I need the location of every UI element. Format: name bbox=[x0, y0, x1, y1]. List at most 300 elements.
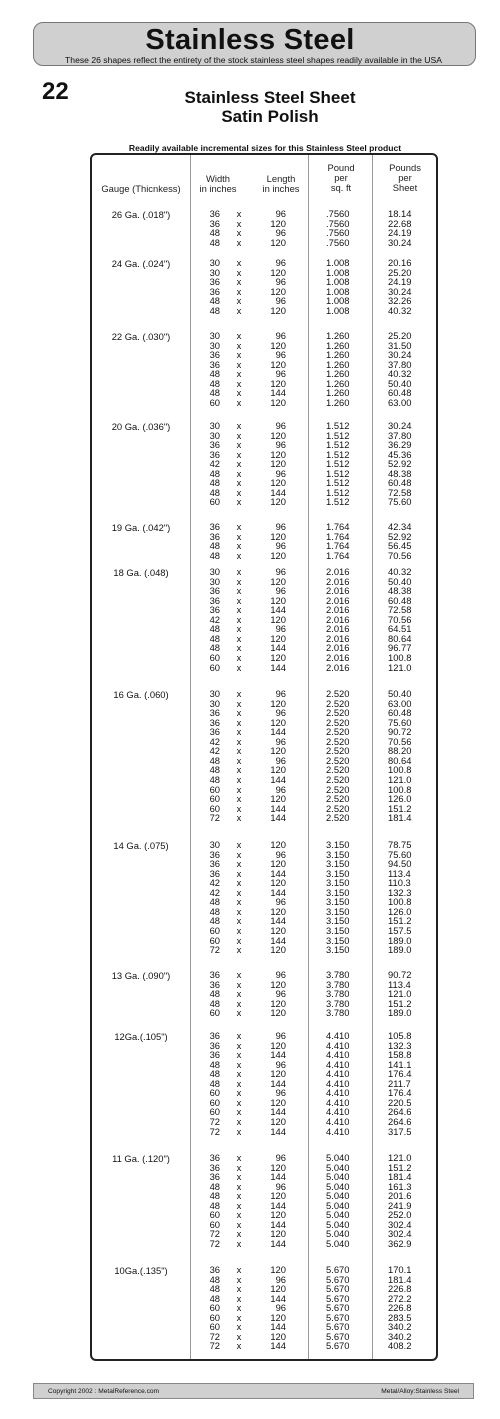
table-row bbox=[92, 643, 438, 652]
table-row bbox=[92, 238, 438, 247]
pounds-per-sheet-cell: 60.48 bbox=[388, 477, 412, 489]
pound-per-sqft-cell: 5.670 bbox=[326, 1264, 350, 1275]
pound-per-sqft-cell: 2.016 bbox=[326, 661, 350, 673]
length-cell: 144 bbox=[270, 1049, 286, 1061]
width-cell: 36 bbox=[209, 726, 220, 738]
x-cell: x bbox=[236, 1302, 242, 1314]
width-cell: 48 bbox=[209, 764, 220, 776]
pounds-per-sheet-cell: 100.8 bbox=[388, 651, 412, 663]
pound-per-sqft-cell: 2.520 bbox=[326, 793, 350, 804]
width-cell: 60 bbox=[209, 1218, 220, 1230]
x-cell: x bbox=[236, 802, 242, 814]
pounds-per-sheet-cell: 226.8 bbox=[388, 1302, 412, 1314]
table-row bbox=[92, 999, 438, 1008]
table-row bbox=[92, 980, 438, 989]
length-cell: 120 bbox=[270, 304, 286, 316]
gauge-label: 16 Ga. (.060) bbox=[113, 689, 169, 700]
x-cell: x bbox=[236, 429, 242, 441]
length-cell: 96 bbox=[275, 330, 286, 341]
table-row bbox=[92, 1041, 438, 1050]
table-row bbox=[92, 488, 438, 497]
pounds-per-sheet-cell: 161.3 bbox=[388, 1180, 412, 1192]
pounds-per-sheet-cell: 220.5 bbox=[388, 1096, 412, 1108]
x-cell: x bbox=[236, 1106, 242, 1118]
pound-per-sqft-cell: 3.150 bbox=[326, 867, 350, 879]
pounds-per-sheet-cell: 24.19 bbox=[388, 227, 412, 239]
x-cell: x bbox=[236, 217, 242, 229]
x-cell: x bbox=[236, 613, 242, 625]
length-cell: 96 bbox=[275, 1030, 286, 1041]
pound-per-sqft-cell: 5.040 bbox=[326, 1180, 350, 1192]
length-cell: 144 bbox=[270, 867, 286, 879]
width-cell: 36 bbox=[209, 1171, 220, 1183]
length-cell: 144 bbox=[270, 802, 286, 814]
length-cell: 144 bbox=[270, 1340, 286, 1352]
pounds-per-sheet-cell: 30.24 bbox=[388, 420, 412, 431]
x-cell: x bbox=[236, 604, 242, 616]
x-cell: x bbox=[236, 934, 242, 946]
length-cell: 120 bbox=[270, 1311, 286, 1323]
x-cell: x bbox=[236, 467, 242, 479]
width-cell: 36 bbox=[209, 439, 220, 451]
table-row bbox=[92, 1163, 438, 1172]
width-cell: 48 bbox=[209, 1190, 220, 1202]
table-row bbox=[92, 1098, 438, 1107]
pound-per-sqft-cell: 5.670 bbox=[326, 1292, 350, 1304]
table-row bbox=[92, 596, 438, 605]
table-row bbox=[92, 350, 438, 359]
length-cell: 120 bbox=[270, 1068, 286, 1080]
length-cell: 144 bbox=[270, 387, 286, 399]
pound-per-sqft-cell: 2.520 bbox=[326, 697, 350, 709]
table-row bbox=[92, 551, 438, 560]
table-row bbox=[92, 1088, 438, 1097]
x-cell: x bbox=[236, 304, 242, 316]
width-cell: 36 bbox=[209, 276, 220, 288]
width-cell: 42 bbox=[209, 745, 220, 757]
length-cell: 120 bbox=[270, 549, 286, 561]
width-cell: 72 bbox=[209, 812, 220, 824]
x-cell: x bbox=[236, 439, 242, 451]
pounds-per-sheet-cell: 88.20 bbox=[388, 745, 412, 757]
pounds-per-sheet-cell: 20.16 bbox=[388, 257, 412, 268]
pounds-per-sheet-cell: 241.9 bbox=[388, 1199, 412, 1211]
width-cell: 72 bbox=[209, 1116, 220, 1127]
width-cell: 60 bbox=[209, 651, 220, 663]
pound-per-sqft-cell: 2.520 bbox=[326, 802, 350, 814]
length-cell: 120 bbox=[270, 651, 286, 663]
x-cell: x bbox=[236, 1292, 242, 1304]
pounds-per-sheet-cell: 24.19 bbox=[388, 276, 412, 288]
x-cell: x bbox=[236, 1228, 242, 1240]
pound-per-sqft-cell: 3.150 bbox=[326, 886, 350, 898]
pounds-per-sheet-cell: 94.50 bbox=[388, 858, 412, 870]
pounds-per-sheet-cell: 48.38 bbox=[388, 585, 412, 597]
length-cell: 120 bbox=[270, 793, 286, 804]
length-cell: 144 bbox=[270, 1218, 286, 1230]
table-row bbox=[92, 916, 438, 925]
x-cell: x bbox=[236, 978, 242, 990]
pound-per-sqft-cell: 3.780 bbox=[326, 978, 350, 990]
table-row bbox=[92, 756, 438, 765]
width-cell: 48 bbox=[209, 227, 220, 239]
width-cell: 72 bbox=[209, 1125, 220, 1137]
pound-per-sqft-cell: .7560 bbox=[326, 217, 350, 229]
pound-per-sqft-cell: 2.016 bbox=[326, 632, 350, 644]
x-cell: x bbox=[236, 377, 242, 389]
length-cell: 120 bbox=[270, 1264, 286, 1275]
table-row bbox=[92, 287, 438, 296]
pounds-per-sheet-cell: 181.4 bbox=[388, 812, 412, 824]
pounds-per-sheet-cell: 170.1 bbox=[388, 1264, 412, 1275]
length-cell: 120 bbox=[270, 285, 286, 297]
width-cell: 48 bbox=[209, 623, 220, 635]
pound-per-sqft-cell: 1.512 bbox=[326, 439, 350, 451]
pounds-per-sheet-cell: 50.40 bbox=[388, 575, 412, 587]
length-cell: 120 bbox=[270, 458, 286, 470]
length-cell: 120 bbox=[270, 697, 286, 709]
width-cell: 36 bbox=[209, 448, 220, 460]
length-cell: 120 bbox=[270, 594, 286, 606]
x-cell: x bbox=[236, 276, 242, 288]
gauge-label: 26 Ga. (.018") bbox=[111, 209, 171, 220]
table-row bbox=[92, 1069, 438, 1078]
x-cell: x bbox=[236, 540, 242, 552]
x-cell: x bbox=[236, 1058, 242, 1070]
x-cell: x bbox=[236, 915, 242, 927]
pounds-per-sheet-cell: 25.20 bbox=[388, 266, 412, 278]
pounds-per-sheet-cell: 70.56 bbox=[388, 613, 412, 625]
x-cell: x bbox=[236, 1116, 242, 1127]
length-cell: 120 bbox=[270, 1283, 286, 1295]
x-cell: x bbox=[236, 458, 242, 470]
pounds-per-sheet-cell: 32.26 bbox=[388, 295, 412, 307]
length-cell: 120 bbox=[270, 632, 286, 644]
x-cell: x bbox=[236, 236, 242, 248]
pounds-per-sheet-cell: 176.4 bbox=[388, 1087, 412, 1099]
pounds-per-sheet-cell: 252.0 bbox=[388, 1209, 412, 1221]
length-cell: 96 bbox=[275, 467, 286, 479]
length-cell: 120 bbox=[270, 1209, 286, 1221]
length-cell: 120 bbox=[270, 877, 286, 889]
x-cell: x bbox=[236, 1030, 242, 1041]
width-cell: 48 bbox=[209, 549, 220, 561]
width-cell: 30 bbox=[209, 330, 220, 341]
width-cell: 72 bbox=[209, 1228, 220, 1240]
x-cell: x bbox=[236, 330, 242, 341]
pounds-per-sheet-cell: 126.0 bbox=[388, 793, 412, 804]
table-row bbox=[92, 850, 438, 859]
x-cell: x bbox=[236, 886, 242, 898]
pounds-per-sheet-cell: 362.9 bbox=[388, 1238, 412, 1249]
pound-per-sqft-cell: 1.260 bbox=[326, 387, 350, 399]
pounds-per-sheet-cell: 226.8 bbox=[388, 1283, 412, 1295]
width-cell: 48 bbox=[209, 642, 220, 654]
table-row bbox=[92, 888, 438, 897]
width-cell: 36 bbox=[209, 969, 220, 980]
pounds-per-sheet-cell: 201.6 bbox=[388, 1190, 412, 1202]
pound-per-sqft-cell: 1.512 bbox=[326, 429, 350, 441]
pound-per-sqft-cell: 1.764 bbox=[326, 530, 350, 542]
table-row bbox=[92, 532, 438, 541]
length-cell: 120 bbox=[270, 429, 286, 441]
pound-per-sqft-cell: 5.670 bbox=[326, 1302, 350, 1314]
pounds-per-sheet-cell: 52.92 bbox=[388, 530, 412, 542]
length-cell: 120 bbox=[270, 377, 286, 389]
table-row bbox=[92, 624, 438, 633]
table-row bbox=[92, 746, 438, 755]
table-row bbox=[92, 708, 438, 717]
table-caption: Readily available incremental sizes for this Stainless Steel product bbox=[128, 143, 402, 153]
x-cell: x bbox=[236, 745, 242, 757]
x-cell: x bbox=[236, 877, 242, 889]
x-cell: x bbox=[236, 754, 242, 766]
table-row bbox=[92, 1117, 438, 1126]
pounds-per-sheet-cell: 132.3 bbox=[388, 886, 412, 898]
pound-per-sqft-cell: 2.520 bbox=[326, 783, 350, 795]
table-row bbox=[92, 388, 438, 397]
length-cell: 96 bbox=[275, 349, 286, 361]
width-cell: 30 bbox=[209, 688, 220, 699]
pound-per-sqft-cell: 5.040 bbox=[326, 1238, 350, 1249]
table-row bbox=[92, 907, 438, 916]
pounds-per-sheet-cell: 317.5 bbox=[388, 1125, 412, 1137]
table-row bbox=[92, 634, 438, 643]
x-cell: x bbox=[236, 793, 242, 804]
length-cell: 144 bbox=[270, 774, 286, 785]
length-cell: 144 bbox=[270, 1077, 286, 1089]
length-cell: 96 bbox=[275, 439, 286, 451]
table-row bbox=[92, 1303, 438, 1312]
width-cell: 72 bbox=[209, 1238, 220, 1249]
width-cell: 36 bbox=[209, 285, 220, 297]
width-cell: 48 bbox=[209, 754, 220, 766]
pounds-per-sheet-cell: 30.24 bbox=[388, 236, 412, 248]
width-cell: 48 bbox=[209, 1273, 220, 1285]
width-cell: 36 bbox=[209, 1264, 220, 1275]
pounds-per-sheet-cell: 72.58 bbox=[388, 604, 412, 616]
length-cell: 120 bbox=[270, 905, 286, 917]
pound-per-sqft-cell: 1.764 bbox=[326, 540, 350, 552]
pounds-per-sheet-cell: 151.2 bbox=[388, 1161, 412, 1173]
pounds-per-sheet-cell: 96.77 bbox=[388, 642, 412, 654]
table-row bbox=[92, 369, 438, 378]
width-cell: 48 bbox=[209, 988, 220, 1000]
width-cell: 60 bbox=[209, 925, 220, 936]
pounds-per-sheet-cell: 181.4 bbox=[388, 1273, 412, 1285]
pound-per-sqft-cell: .7560 bbox=[326, 227, 350, 239]
x-cell: x bbox=[236, 1152, 242, 1163]
footer-copyright: Copyright 2002 : MetalReference.com bbox=[48, 1388, 160, 1395]
pounds-per-sheet-cell: 211.7 bbox=[388, 1077, 411, 1089]
width-cell: 36 bbox=[209, 978, 220, 990]
x-cell: x bbox=[236, 735, 242, 747]
pound-per-sqft-cell: 2.520 bbox=[326, 716, 350, 728]
pound-per-sqft-cell: 3.780 bbox=[326, 988, 350, 1000]
pound-per-sqft-cell: 3.150 bbox=[326, 915, 350, 927]
width-cell: 60 bbox=[209, 1209, 220, 1221]
table-row bbox=[92, 268, 438, 277]
pound-per-sqft-cell: 1.008 bbox=[326, 285, 350, 297]
pound-per-sqft-cell: 2.016 bbox=[326, 575, 350, 587]
table-row bbox=[92, 567, 438, 576]
pounds-per-sheet-cell: 60.48 bbox=[388, 707, 412, 719]
width-cell: 72 bbox=[209, 1340, 220, 1352]
length-cell: 96 bbox=[275, 707, 286, 719]
pound-per-sqft-cell: 4.410 bbox=[326, 1049, 350, 1061]
gauge-label: 11 Ga. (.120") bbox=[112, 1153, 170, 1164]
length-cell: 120 bbox=[270, 1190, 286, 1202]
width-cell: 60 bbox=[209, 1087, 220, 1099]
table-row bbox=[92, 699, 438, 708]
table-row bbox=[92, 840, 438, 849]
x-cell: x bbox=[236, 1218, 242, 1230]
width-cell: 72 bbox=[209, 1330, 220, 1342]
header-pounds-per-sheet: Pounds per Sheet bbox=[389, 162, 421, 193]
x-cell: x bbox=[236, 944, 242, 955]
length-cell: 96 bbox=[275, 1180, 286, 1192]
x-cell: x bbox=[236, 623, 242, 635]
gauge-label: 12Ga.(.105") bbox=[114, 1031, 168, 1042]
length-cell: 96 bbox=[275, 688, 286, 699]
header-gauge: Gauge (Thicnkess) bbox=[101, 183, 181, 194]
table-row bbox=[92, 615, 438, 624]
x-cell: x bbox=[236, 594, 242, 606]
table-row bbox=[92, 970, 438, 979]
x-cell: x bbox=[236, 1171, 242, 1183]
table-row bbox=[92, 277, 438, 286]
pounds-per-sheet-cell: 302.4 bbox=[388, 1228, 412, 1240]
pounds-per-sheet-cell: 18.14 bbox=[388, 208, 412, 219]
length-cell: 120 bbox=[270, 613, 286, 625]
width-cell: 48 bbox=[209, 1283, 220, 1295]
length-cell: 96 bbox=[275, 1152, 286, 1163]
pound-per-sqft-cell: 4.410 bbox=[326, 1096, 350, 1108]
pounds-per-sheet-cell: 189.0 bbox=[388, 944, 412, 955]
length-cell: 120 bbox=[270, 339, 286, 351]
width-cell: 42 bbox=[209, 613, 220, 625]
length-cell: 96 bbox=[275, 754, 286, 766]
pound-per-sqft-cell: 5.040 bbox=[326, 1209, 350, 1221]
width-cell: 36 bbox=[209, 594, 220, 606]
footer-category: Metal/Alloy:Stainless Steel bbox=[381, 1388, 459, 1395]
table-row bbox=[92, 1322, 438, 1331]
table-row bbox=[92, 209, 438, 218]
pounds-per-sheet-cell: 31.50 bbox=[388, 339, 412, 351]
pounds-per-sheet-cell: 40.32 bbox=[388, 368, 412, 380]
width-cell: 60 bbox=[209, 396, 220, 408]
pounds-per-sheet-cell: 158.8 bbox=[388, 1049, 412, 1061]
table-row bbox=[92, 775, 438, 784]
pounds-per-sheet-cell: 157.5 bbox=[388, 925, 412, 936]
x-cell: x bbox=[236, 549, 242, 561]
x-cell: x bbox=[236, 848, 242, 860]
pound-per-sqft-cell: 2.520 bbox=[326, 735, 350, 747]
x-cell: x bbox=[236, 764, 242, 776]
pound-per-sqft-cell: 1.512 bbox=[326, 477, 350, 489]
pound-per-sqft-cell: 3.780 bbox=[326, 969, 350, 980]
table-row bbox=[92, 306, 438, 315]
length-cell: 144 bbox=[270, 886, 286, 898]
x-cell: x bbox=[236, 208, 242, 219]
x-cell: x bbox=[236, 486, 242, 498]
width-cell: 36 bbox=[209, 1039, 220, 1051]
x-cell: x bbox=[236, 858, 242, 870]
x-cell: x bbox=[236, 1209, 242, 1221]
width-cell: 60 bbox=[209, 1096, 220, 1108]
pound-per-sqft-cell: 3.780 bbox=[326, 997, 350, 1009]
table-row bbox=[92, 219, 438, 228]
pound-per-sqft-cell: 1.260 bbox=[326, 349, 350, 361]
length-cell: 120 bbox=[270, 575, 286, 587]
length-cell: 120 bbox=[270, 745, 286, 757]
table-row bbox=[92, 1239, 438, 1248]
length-cell: 144 bbox=[270, 1292, 286, 1304]
pound-per-sqft-cell: 1.512 bbox=[326, 467, 350, 479]
pounds-per-sheet-cell: 100.8 bbox=[388, 896, 412, 908]
width-cell: 36 bbox=[209, 217, 220, 229]
pounds-per-sheet-cell: 40.32 bbox=[388, 304, 412, 316]
pound-per-sqft-cell: 3.150 bbox=[326, 848, 350, 860]
pound-per-sqft-cell: 3.150 bbox=[326, 877, 350, 889]
x-cell: x bbox=[236, 1321, 242, 1333]
table-row bbox=[92, 804, 438, 813]
pound-per-sqft-cell: .7560 bbox=[326, 208, 350, 219]
width-cell: 72 bbox=[209, 944, 220, 955]
table-row bbox=[92, 989, 438, 998]
pound-per-sqft-cell: 5.040 bbox=[326, 1199, 350, 1211]
table-row bbox=[92, 1332, 438, 1341]
pounds-per-sheet-cell: 37.80 bbox=[388, 358, 412, 370]
width-cell: 36 bbox=[209, 349, 220, 361]
x-cell: x bbox=[236, 896, 242, 908]
pounds-per-sheet-cell: 78.75 bbox=[388, 839, 412, 850]
pound-per-sqft-cell: 2.520 bbox=[326, 688, 350, 699]
pound-per-sqft-cell: 1.512 bbox=[326, 496, 350, 508]
pounds-per-sheet-cell: 70.56 bbox=[388, 549, 412, 561]
table-row bbox=[92, 258, 438, 267]
pound-per-sqft-cell: 2.520 bbox=[326, 754, 350, 766]
pounds-per-sheet-cell: 60.48 bbox=[388, 594, 412, 606]
length-cell: 120 bbox=[270, 1161, 286, 1173]
pounds-per-sheet-cell: 70.56 bbox=[388, 735, 412, 747]
page-subtitle: These 26 shapes reflect the entirety of the stock stainless steel shapes readily available in the USA bbox=[65, 55, 442, 65]
pound-per-sqft-cell: 1.260 bbox=[326, 339, 350, 351]
table-row bbox=[92, 785, 438, 794]
table-row bbox=[92, 1172, 438, 1181]
x-cell: x bbox=[236, 448, 242, 460]
pounds-per-sheet-cell: 121.0 bbox=[388, 661, 412, 673]
length-cell: 144 bbox=[270, 486, 286, 498]
pound-per-sqft-cell: 4.410 bbox=[326, 1125, 350, 1137]
gauge-label: 19 Ga. (.042") bbox=[111, 522, 171, 533]
x-cell: x bbox=[236, 1007, 242, 1019]
length-cell: 96 bbox=[275, 848, 286, 860]
x-cell: x bbox=[236, 697, 242, 709]
x-cell: x bbox=[236, 707, 242, 719]
x-cell: x bbox=[236, 227, 242, 239]
pound-per-sqft-cell: 1.260 bbox=[326, 330, 350, 341]
width-cell: 48 bbox=[209, 540, 220, 552]
x-cell: x bbox=[236, 812, 242, 824]
x-cell: x bbox=[236, 358, 242, 370]
pound-per-sqft-cell: 2.520 bbox=[326, 774, 350, 785]
pounds-per-sheet-cell: 63.00 bbox=[388, 697, 412, 709]
width-cell: 36 bbox=[209, 1049, 220, 1061]
length-cell: 96 bbox=[275, 295, 286, 307]
pound-per-sqft-cell: 3.780 bbox=[326, 1007, 350, 1019]
length-cell: 120 bbox=[270, 477, 286, 489]
